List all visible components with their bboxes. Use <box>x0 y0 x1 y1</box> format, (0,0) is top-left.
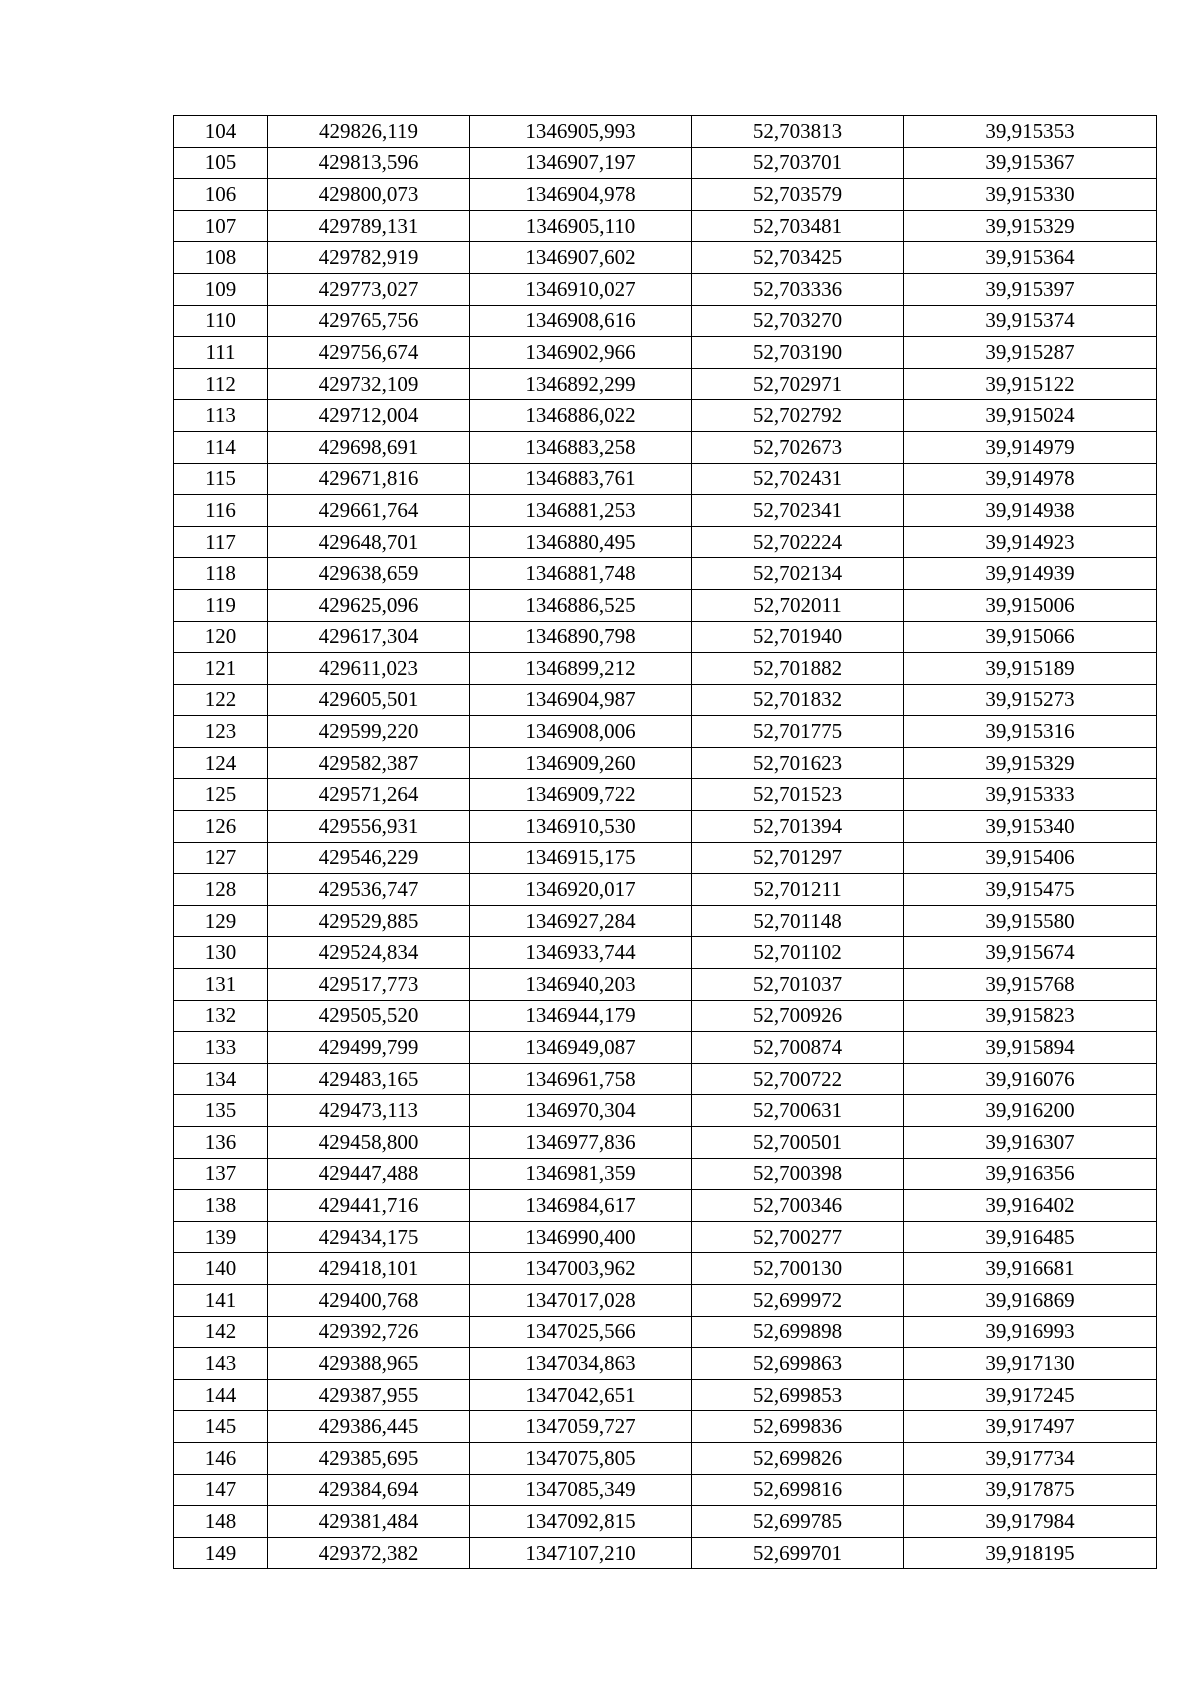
y-coordinate-cell: 1347107,210 <box>470 1537 692 1569</box>
latitude-cell: 52,703701 <box>692 147 904 179</box>
table-row <box>174 1348 1157 1380</box>
y-coordinate-cell: 1346904,978 <box>470 179 692 211</box>
table-row <box>174 558 1157 590</box>
y-coordinate-cell: 1346920,017 <box>470 874 692 906</box>
longitude-cell: 39,917497 <box>904 1411 1157 1443</box>
latitude-cell: 52,702792 <box>692 400 904 432</box>
y-coordinate-cell: 1346881,748 <box>470 558 692 590</box>
table-row <box>174 969 1157 1001</box>
table-row <box>174 842 1157 874</box>
point-number-cell: 106 <box>174 179 268 211</box>
latitude-cell: 52,703336 <box>692 273 904 305</box>
table-row <box>174 1316 1157 1348</box>
longitude-cell: 39,915364 <box>904 242 1157 274</box>
x-coordinate-cell: 429661,764 <box>268 495 470 527</box>
point-number-cell: 147 <box>174 1474 268 1506</box>
table-row <box>174 273 1157 305</box>
y-coordinate-cell: 1346908,006 <box>470 716 692 748</box>
x-coordinate-cell: 429556,931 <box>268 811 470 843</box>
x-coordinate-cell: 429712,004 <box>268 400 470 432</box>
x-coordinate-cell: 429499,799 <box>268 1032 470 1064</box>
point-number-cell: 121 <box>174 653 268 685</box>
x-coordinate-cell: 429372,382 <box>268 1537 470 1569</box>
longitude-cell: 39,915353 <box>904 116 1157 148</box>
table-row <box>174 874 1157 906</box>
y-coordinate-cell: 1346905,993 <box>470 116 692 148</box>
latitude-cell: 52,701037 <box>692 969 904 1001</box>
longitude-cell: 39,917875 <box>904 1474 1157 1506</box>
x-coordinate-cell: 429386,445 <box>268 1411 470 1443</box>
latitude-cell: 52,701394 <box>692 811 904 843</box>
point-number-cell: 135 <box>174 1095 268 1127</box>
longitude-cell: 39,915122 <box>904 368 1157 400</box>
table-row <box>174 905 1157 937</box>
longitude-cell: 39,915333 <box>904 779 1157 811</box>
longitude-cell: 39,916076 <box>904 1063 1157 1095</box>
table-row <box>174 305 1157 337</box>
latitude-cell: 52,703425 <box>692 242 904 274</box>
longitude-cell: 39,914938 <box>904 495 1157 527</box>
point-number-cell: 139 <box>174 1221 268 1253</box>
x-coordinate-cell: 429434,175 <box>268 1221 470 1253</box>
x-coordinate-cell: 429732,109 <box>268 368 470 400</box>
longitude-cell: 39,915768 <box>904 969 1157 1001</box>
x-coordinate-cell: 429813,596 <box>268 147 470 179</box>
latitude-cell: 52,701148 <box>692 905 904 937</box>
latitude-cell: 52,702971 <box>692 368 904 400</box>
latitude-cell: 52,703270 <box>692 305 904 337</box>
latitude-cell: 52,702673 <box>692 431 904 463</box>
coordinates-table <box>173 115 1157 1569</box>
point-number-cell: 145 <box>174 1411 268 1443</box>
latitude-cell: 52,701102 <box>692 937 904 969</box>
x-coordinate-cell: 429648,701 <box>268 526 470 558</box>
longitude-cell: 39,915374 <box>904 305 1157 337</box>
table-row <box>174 179 1157 211</box>
point-number-cell: 142 <box>174 1316 268 1348</box>
point-number-cell: 125 <box>174 779 268 811</box>
latitude-cell: 52,699972 <box>692 1284 904 1316</box>
y-coordinate-cell: 1346886,022 <box>470 400 692 432</box>
latitude-cell: 52,699701 <box>692 1537 904 1569</box>
y-coordinate-cell: 1346883,761 <box>470 463 692 495</box>
latitude-cell: 52,700722 <box>692 1063 904 1095</box>
longitude-cell: 39,915823 <box>904 1000 1157 1032</box>
point-number-cell: 124 <box>174 747 268 779</box>
longitude-cell: 39,915006 <box>904 589 1157 621</box>
point-number-cell: 131 <box>174 969 268 1001</box>
y-coordinate-cell: 1346907,602 <box>470 242 692 274</box>
longitude-cell: 39,915367 <box>904 147 1157 179</box>
longitude-cell: 39,915066 <box>904 621 1157 653</box>
point-number-cell: 134 <box>174 1063 268 1095</box>
x-coordinate-cell: 429447,488 <box>268 1158 470 1190</box>
y-coordinate-cell: 1346910,027 <box>470 273 692 305</box>
longitude-cell: 39,916307 <box>904 1127 1157 1159</box>
y-coordinate-cell: 1347034,863 <box>470 1348 692 1380</box>
x-coordinate-cell: 429381,484 <box>268 1506 470 1538</box>
point-number-cell: 149 <box>174 1537 268 1569</box>
y-coordinate-cell: 1346909,260 <box>470 747 692 779</box>
x-coordinate-cell: 429392,726 <box>268 1316 470 1348</box>
point-number-cell: 104 <box>174 116 268 148</box>
longitude-cell: 39,915406 <box>904 842 1157 874</box>
x-coordinate-cell: 429582,387 <box>268 747 470 779</box>
latitude-cell: 52,699816 <box>692 1474 904 1506</box>
x-coordinate-cell: 429473,113 <box>268 1095 470 1127</box>
latitude-cell: 52,700926 <box>692 1000 904 1032</box>
point-number-cell: 130 <box>174 937 268 969</box>
latitude-cell: 52,700277 <box>692 1221 904 1253</box>
y-coordinate-cell: 1347092,815 <box>470 1506 692 1538</box>
x-coordinate-cell: 429385,695 <box>268 1442 470 1474</box>
longitude-cell: 39,915340 <box>904 811 1157 843</box>
longitude-cell: 39,916993 <box>904 1316 1157 1348</box>
latitude-cell: 52,702341 <box>692 495 904 527</box>
table-row <box>174 1284 1157 1316</box>
latitude-cell: 52,701832 <box>692 684 904 716</box>
latitude-cell: 52,700398 <box>692 1158 904 1190</box>
point-number-cell: 138 <box>174 1190 268 1222</box>
longitude-cell: 39,918195 <box>904 1537 1157 1569</box>
latitude-cell: 52,703481 <box>692 210 904 242</box>
y-coordinate-cell: 1346880,495 <box>470 526 692 558</box>
table-row <box>174 210 1157 242</box>
table-row <box>174 526 1157 558</box>
point-number-cell: 141 <box>174 1284 268 1316</box>
point-number-cell: 129 <box>174 905 268 937</box>
x-coordinate-cell: 429529,885 <box>268 905 470 937</box>
point-number-cell: 133 <box>174 1032 268 1064</box>
x-coordinate-cell: 429765,756 <box>268 305 470 337</box>
y-coordinate-cell: 1346940,203 <box>470 969 692 1001</box>
table-row <box>174 1474 1157 1506</box>
longitude-cell: 39,914923 <box>904 526 1157 558</box>
x-coordinate-cell: 429826,119 <box>268 116 470 148</box>
table-row <box>174 937 1157 969</box>
longitude-cell: 39,915273 <box>904 684 1157 716</box>
point-number-cell: 111 <box>174 337 268 369</box>
y-coordinate-cell: 1346899,212 <box>470 653 692 685</box>
point-number-cell: 132 <box>174 1000 268 1032</box>
longitude-cell: 39,915189 <box>904 653 1157 685</box>
point-number-cell: 144 <box>174 1379 268 1411</box>
table-row <box>174 716 1157 748</box>
point-number-cell: 108 <box>174 242 268 274</box>
latitude-cell: 52,701211 <box>692 874 904 906</box>
point-number-cell: 107 <box>174 210 268 242</box>
longitude-cell: 39,916869 <box>904 1284 1157 1316</box>
table-row <box>174 1000 1157 1032</box>
table-row <box>174 811 1157 843</box>
longitude-cell: 39,915475 <box>904 874 1157 906</box>
x-coordinate-cell: 429773,027 <box>268 273 470 305</box>
x-coordinate-cell: 429571,264 <box>268 779 470 811</box>
point-number-cell: 115 <box>174 463 268 495</box>
y-coordinate-cell: 1346892,299 <box>470 368 692 400</box>
x-coordinate-cell: 429671,816 <box>268 463 470 495</box>
table-row <box>174 337 1157 369</box>
longitude-cell: 39,917245 <box>904 1379 1157 1411</box>
point-number-cell: 119 <box>174 589 268 621</box>
table-row <box>174 431 1157 463</box>
longitude-cell: 39,915330 <box>904 179 1157 211</box>
longitude-cell: 39,914939 <box>904 558 1157 590</box>
latitude-cell: 52,699785 <box>692 1506 904 1538</box>
table-row <box>174 1127 1157 1159</box>
latitude-cell: 52,703190 <box>692 337 904 369</box>
latitude-cell: 52,702224 <box>692 526 904 558</box>
table-row <box>174 779 1157 811</box>
point-number-cell: 126 <box>174 811 268 843</box>
table-row <box>174 400 1157 432</box>
latitude-cell: 52,703579 <box>692 179 904 211</box>
longitude-cell: 39,916356 <box>904 1158 1157 1190</box>
longitude-cell: 39,915316 <box>904 716 1157 748</box>
y-coordinate-cell: 1347059,727 <box>470 1411 692 1443</box>
table-row <box>174 1063 1157 1095</box>
x-coordinate-cell: 429458,800 <box>268 1127 470 1159</box>
point-number-cell: 143 <box>174 1348 268 1380</box>
longitude-cell: 39,916485 <box>904 1221 1157 1253</box>
coordinates-table-body <box>174 116 1157 1569</box>
latitude-cell: 52,699853 <box>692 1379 904 1411</box>
longitude-cell: 39,917984 <box>904 1506 1157 1538</box>
y-coordinate-cell: 1346881,253 <box>470 495 692 527</box>
y-coordinate-cell: 1346915,175 <box>470 842 692 874</box>
x-coordinate-cell: 429546,229 <box>268 842 470 874</box>
y-coordinate-cell: 1346890,798 <box>470 621 692 653</box>
table-row <box>174 747 1157 779</box>
latitude-cell: 52,699836 <box>692 1411 904 1443</box>
longitude-cell: 39,915329 <box>904 210 1157 242</box>
table-row <box>174 1537 1157 1569</box>
table-row <box>174 1158 1157 1190</box>
table-row <box>174 495 1157 527</box>
longitude-cell: 39,915287 <box>904 337 1157 369</box>
x-coordinate-cell: 429388,965 <box>268 1348 470 1380</box>
longitude-cell: 39,914979 <box>904 431 1157 463</box>
longitude-cell: 39,915580 <box>904 905 1157 937</box>
point-number-cell: 118 <box>174 558 268 590</box>
y-coordinate-cell: 1346902,966 <box>470 337 692 369</box>
longitude-cell: 39,915397 <box>904 273 1157 305</box>
longitude-cell: 39,915329 <box>904 747 1157 779</box>
y-coordinate-cell: 1346907,197 <box>470 147 692 179</box>
x-coordinate-cell: 429400,768 <box>268 1284 470 1316</box>
point-number-cell: 123 <box>174 716 268 748</box>
latitude-cell: 52,701775 <box>692 716 904 748</box>
table-row <box>174 1379 1157 1411</box>
point-number-cell: 112 <box>174 368 268 400</box>
longitude-cell: 39,915894 <box>904 1032 1157 1064</box>
y-coordinate-cell: 1346933,744 <box>470 937 692 969</box>
latitude-cell: 52,701882 <box>692 653 904 685</box>
table-row <box>174 242 1157 274</box>
x-coordinate-cell: 429505,520 <box>268 1000 470 1032</box>
point-number-cell: 116 <box>174 495 268 527</box>
table-row <box>174 589 1157 621</box>
latitude-cell: 52,701623 <box>692 747 904 779</box>
x-coordinate-cell: 429517,773 <box>268 969 470 1001</box>
longitude-cell: 39,915024 <box>904 400 1157 432</box>
y-coordinate-cell: 1347085,349 <box>470 1474 692 1506</box>
x-coordinate-cell: 429800,073 <box>268 179 470 211</box>
latitude-cell: 52,700130 <box>692 1253 904 1285</box>
table-row <box>174 1221 1157 1253</box>
x-coordinate-cell: 429611,023 <box>268 653 470 685</box>
point-number-cell: 146 <box>174 1442 268 1474</box>
latitude-cell: 52,700631 <box>692 1095 904 1127</box>
y-coordinate-cell: 1346910,530 <box>470 811 692 843</box>
y-coordinate-cell: 1347017,028 <box>470 1284 692 1316</box>
x-coordinate-cell: 429789,131 <box>268 210 470 242</box>
y-coordinate-cell: 1346984,617 <box>470 1190 692 1222</box>
table-row <box>174 368 1157 400</box>
x-coordinate-cell: 429617,304 <box>268 621 470 653</box>
table-row <box>174 116 1157 148</box>
longitude-cell: 39,917130 <box>904 1348 1157 1380</box>
y-coordinate-cell: 1347042,651 <box>470 1379 692 1411</box>
latitude-cell: 52,700346 <box>692 1190 904 1222</box>
x-coordinate-cell: 429605,501 <box>268 684 470 716</box>
y-coordinate-cell: 1346977,836 <box>470 1127 692 1159</box>
latitude-cell: 52,701297 <box>692 842 904 874</box>
y-coordinate-cell: 1346905,110 <box>470 210 692 242</box>
latitude-cell: 52,699863 <box>692 1348 904 1380</box>
longitude-cell: 39,916200 <box>904 1095 1157 1127</box>
x-coordinate-cell: 429524,834 <box>268 937 470 969</box>
latitude-cell: 52,702431 <box>692 463 904 495</box>
latitude-cell: 52,702134 <box>692 558 904 590</box>
table-row <box>174 1506 1157 1538</box>
y-coordinate-cell: 1346904,987 <box>470 684 692 716</box>
latitude-cell: 52,699898 <box>692 1316 904 1348</box>
x-coordinate-cell: 429536,747 <box>268 874 470 906</box>
latitude-cell: 52,700501 <box>692 1127 904 1159</box>
latitude-cell: 52,701940 <box>692 621 904 653</box>
table-row <box>174 1032 1157 1064</box>
x-coordinate-cell: 429418,101 <box>268 1253 470 1285</box>
y-coordinate-cell: 1346927,284 <box>470 905 692 937</box>
table-row <box>174 147 1157 179</box>
point-number-cell: 110 <box>174 305 268 337</box>
x-coordinate-cell: 429387,955 <box>268 1379 470 1411</box>
latitude-cell: 52,702011 <box>692 589 904 621</box>
y-coordinate-cell: 1346909,722 <box>470 779 692 811</box>
point-number-cell: 137 <box>174 1158 268 1190</box>
point-number-cell: 148 <box>174 1506 268 1538</box>
latitude-cell: 52,700874 <box>692 1032 904 1064</box>
table-row <box>174 1095 1157 1127</box>
point-number-cell: 109 <box>174 273 268 305</box>
latitude-cell: 52,701523 <box>692 779 904 811</box>
table-row <box>174 1411 1157 1443</box>
table-row <box>174 463 1157 495</box>
longitude-cell: 39,916402 <box>904 1190 1157 1222</box>
point-number-cell: 136 <box>174 1127 268 1159</box>
x-coordinate-cell: 429625,096 <box>268 589 470 621</box>
y-coordinate-cell: 1346961,758 <box>470 1063 692 1095</box>
table-row <box>174 1253 1157 1285</box>
y-coordinate-cell: 1346981,359 <box>470 1158 692 1190</box>
point-number-cell: 114 <box>174 431 268 463</box>
table-row <box>174 1442 1157 1474</box>
latitude-cell: 52,703813 <box>692 116 904 148</box>
x-coordinate-cell: 429483,165 <box>268 1063 470 1095</box>
y-coordinate-cell: 1347025,566 <box>470 1316 692 1348</box>
y-coordinate-cell: 1346970,304 <box>470 1095 692 1127</box>
y-coordinate-cell: 1346883,258 <box>470 431 692 463</box>
point-number-cell: 120 <box>174 621 268 653</box>
longitude-cell: 39,916681 <box>904 1253 1157 1285</box>
x-coordinate-cell: 429384,694 <box>268 1474 470 1506</box>
y-coordinate-cell: 1346886,525 <box>470 589 692 621</box>
longitude-cell: 39,915674 <box>904 937 1157 969</box>
point-number-cell: 128 <box>174 874 268 906</box>
point-number-cell: 105 <box>174 147 268 179</box>
x-coordinate-cell: 429441,716 <box>268 1190 470 1222</box>
point-number-cell: 117 <box>174 526 268 558</box>
table-row <box>174 1190 1157 1222</box>
table-row <box>174 653 1157 685</box>
x-coordinate-cell: 429782,919 <box>268 242 470 274</box>
table-row <box>174 684 1157 716</box>
point-number-cell: 127 <box>174 842 268 874</box>
point-number-cell: 122 <box>174 684 268 716</box>
x-coordinate-cell: 429698,691 <box>268 431 470 463</box>
longitude-cell: 39,914978 <box>904 463 1157 495</box>
y-coordinate-cell: 1347003,962 <box>470 1253 692 1285</box>
point-number-cell: 140 <box>174 1253 268 1285</box>
x-coordinate-cell: 429756,674 <box>268 337 470 369</box>
longitude-cell: 39,917734 <box>904 1442 1157 1474</box>
y-coordinate-cell: 1346908,616 <box>470 305 692 337</box>
y-coordinate-cell: 1346949,087 <box>470 1032 692 1064</box>
x-coordinate-cell: 429638,659 <box>268 558 470 590</box>
y-coordinate-cell: 1346944,179 <box>470 1000 692 1032</box>
point-number-cell: 113 <box>174 400 268 432</box>
latitude-cell: 52,699826 <box>692 1442 904 1474</box>
y-coordinate-cell: 1346990,400 <box>470 1221 692 1253</box>
y-coordinate-cell: 1347075,805 <box>470 1442 692 1474</box>
x-coordinate-cell: 429599,220 <box>268 716 470 748</box>
table-row <box>174 621 1157 653</box>
